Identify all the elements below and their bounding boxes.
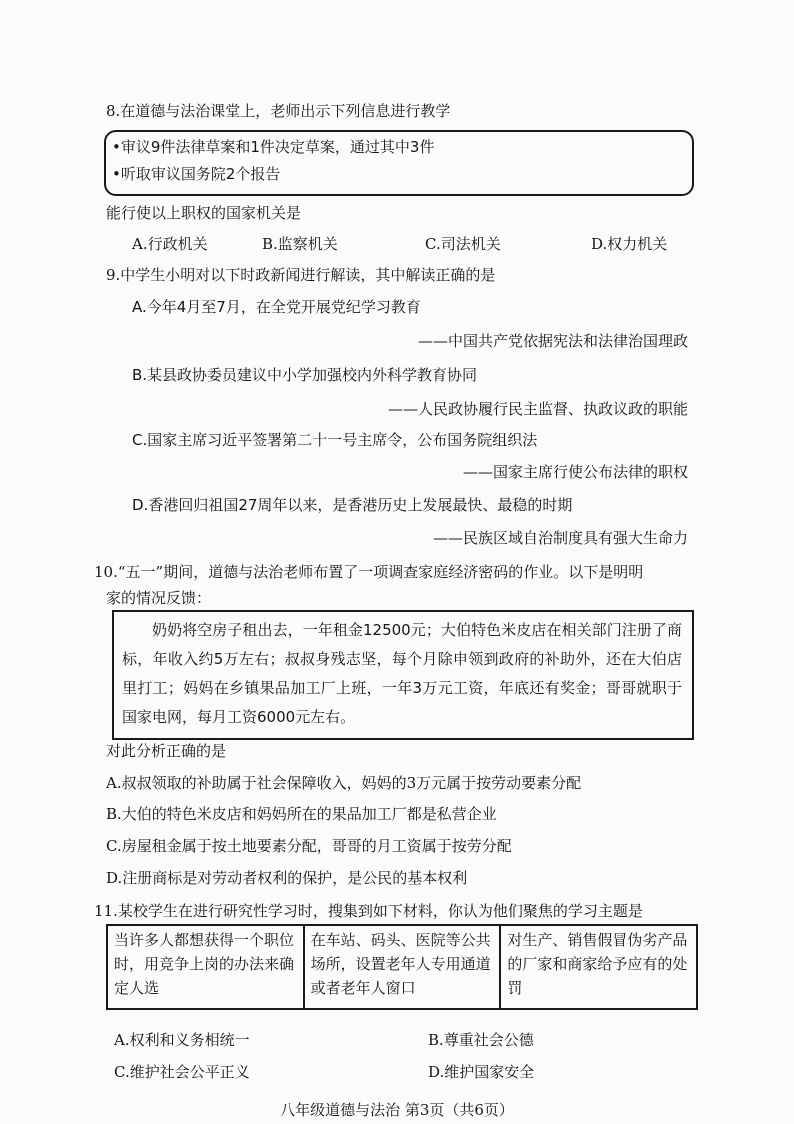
- q10-option-a: A.叔叔领取的补助属于社会保障收入，妈妈的3万元属于按劳动要素分配: [106, 774, 582, 792]
- q8-option-b: B.监察机关: [262, 235, 338, 253]
- table-row: [107, 925, 697, 1009]
- q11-cell: 在车站、码头、医院等公共场所，设置老年人专用通道或者老年人窗口: [304, 925, 501, 1009]
- q8-option-c: C.司法机关: [425, 235, 501, 253]
- q8-info-item: •审议9件法律草案和1件决定草案，通过其中3件: [112, 138, 435, 156]
- q10-option-b: B.大伯的特色米皮店和妈妈所在的果品加工厂都是私营企业: [106, 805, 497, 823]
- q10-material-text: 奶奶将空房子租出去，一年租金12500元；大伯特色米皮店在相关部门注册了商标，年收入约5万左右；叔叔身残志坚，每个月除申领到政府的补助外，还在大伯店里打工；妈妈在乡镇果品加工厂上班，一年3万元工资，年底还有奖金；哥哥就职于国家电网，每月工资6000元左右。: [122, 621, 682, 726]
- q11-cell: 对生产、销售假冒伪劣产品的厂家和商家给予应有的处罚: [500, 925, 697, 1009]
- q10-stem-line2: 家的情况反馈：: [106, 589, 212, 607]
- q8-info-item: •听取审议国务院2个报告: [112, 165, 281, 183]
- q9-stem: 9.中学生小明对以下时政新闻进行解读，其中解读正确的是: [106, 266, 496, 284]
- q9-option-d: D.香港回归祖国27周年以来，是香港历史上发展最快、最稳的时期: [132, 496, 573, 514]
- q11-option-a: A.权利和义务相统一: [114, 1031, 250, 1049]
- q8-option-a: A.行政机关: [132, 235, 208, 253]
- q8-option-d: D.权力机关: [591, 235, 668, 253]
- q9-option-c: C.国家主席习近平签署第二十一号主席令，公布国务院组织法: [132, 431, 538, 449]
- q11-option-c: C.维护社会公平正义: [114, 1063, 250, 1081]
- q11-option-d: D.维护国家安全: [428, 1063, 535, 1081]
- q9-option-d-note: ——民族区域自治制度具有强大生命力: [432, 529, 688, 547]
- page-footer: 八年级道德与法治 第3页（共6页）: [280, 1101, 514, 1119]
- q11-option-b: B.尊重社会公德: [428, 1031, 534, 1049]
- q11-stem: 11.某校学生在进行研究性学习时，搜集到如下材料，你认为他们聚焦的学习主题是: [94, 902, 643, 920]
- q9-option-b-note: ——人民政协履行民主监督、执政议政的职能: [387, 400, 688, 418]
- q10-prompt: 对此分析正确的是: [106, 742, 227, 760]
- q9-option-a: A.今年4月至7月，在全党开展党纪学习教育: [132, 298, 421, 316]
- q9-option-a-note: ——中国共产党依据宪法和法律治国理政: [417, 332, 688, 350]
- q10-option-d: D.注册商标是对劳动者权利的保护，是公民的基本权利: [106, 869, 468, 887]
- q11-material-table: [106, 924, 698, 1010]
- q9-option-b: B.某县政协委员建议中小学加强校内外科学教育协同: [132, 366, 478, 384]
- q8-stem: 8.在道德与法治课堂上，老师出示下列信息进行教学: [106, 102, 451, 120]
- q9-option-c-note: ——国家主席行使公布法律的职权: [462, 463, 688, 481]
- q11-cell: 当许多人都想获得一个职位时，用竞争上岗的办法来确定人选: [107, 925, 304, 1009]
- q10-option-c: C.房屋租金属于按土地要素分配，哥哥的月工资属于按劳分配: [106, 837, 512, 855]
- q10-stem-line1: 10.“五一”期间，道德与法治老师布置了一项调查家庭经济密码的作业。以下是明明: [94, 563, 644, 581]
- q8-prompt: 能行使以上职权的国家机关是: [106, 204, 302, 222]
